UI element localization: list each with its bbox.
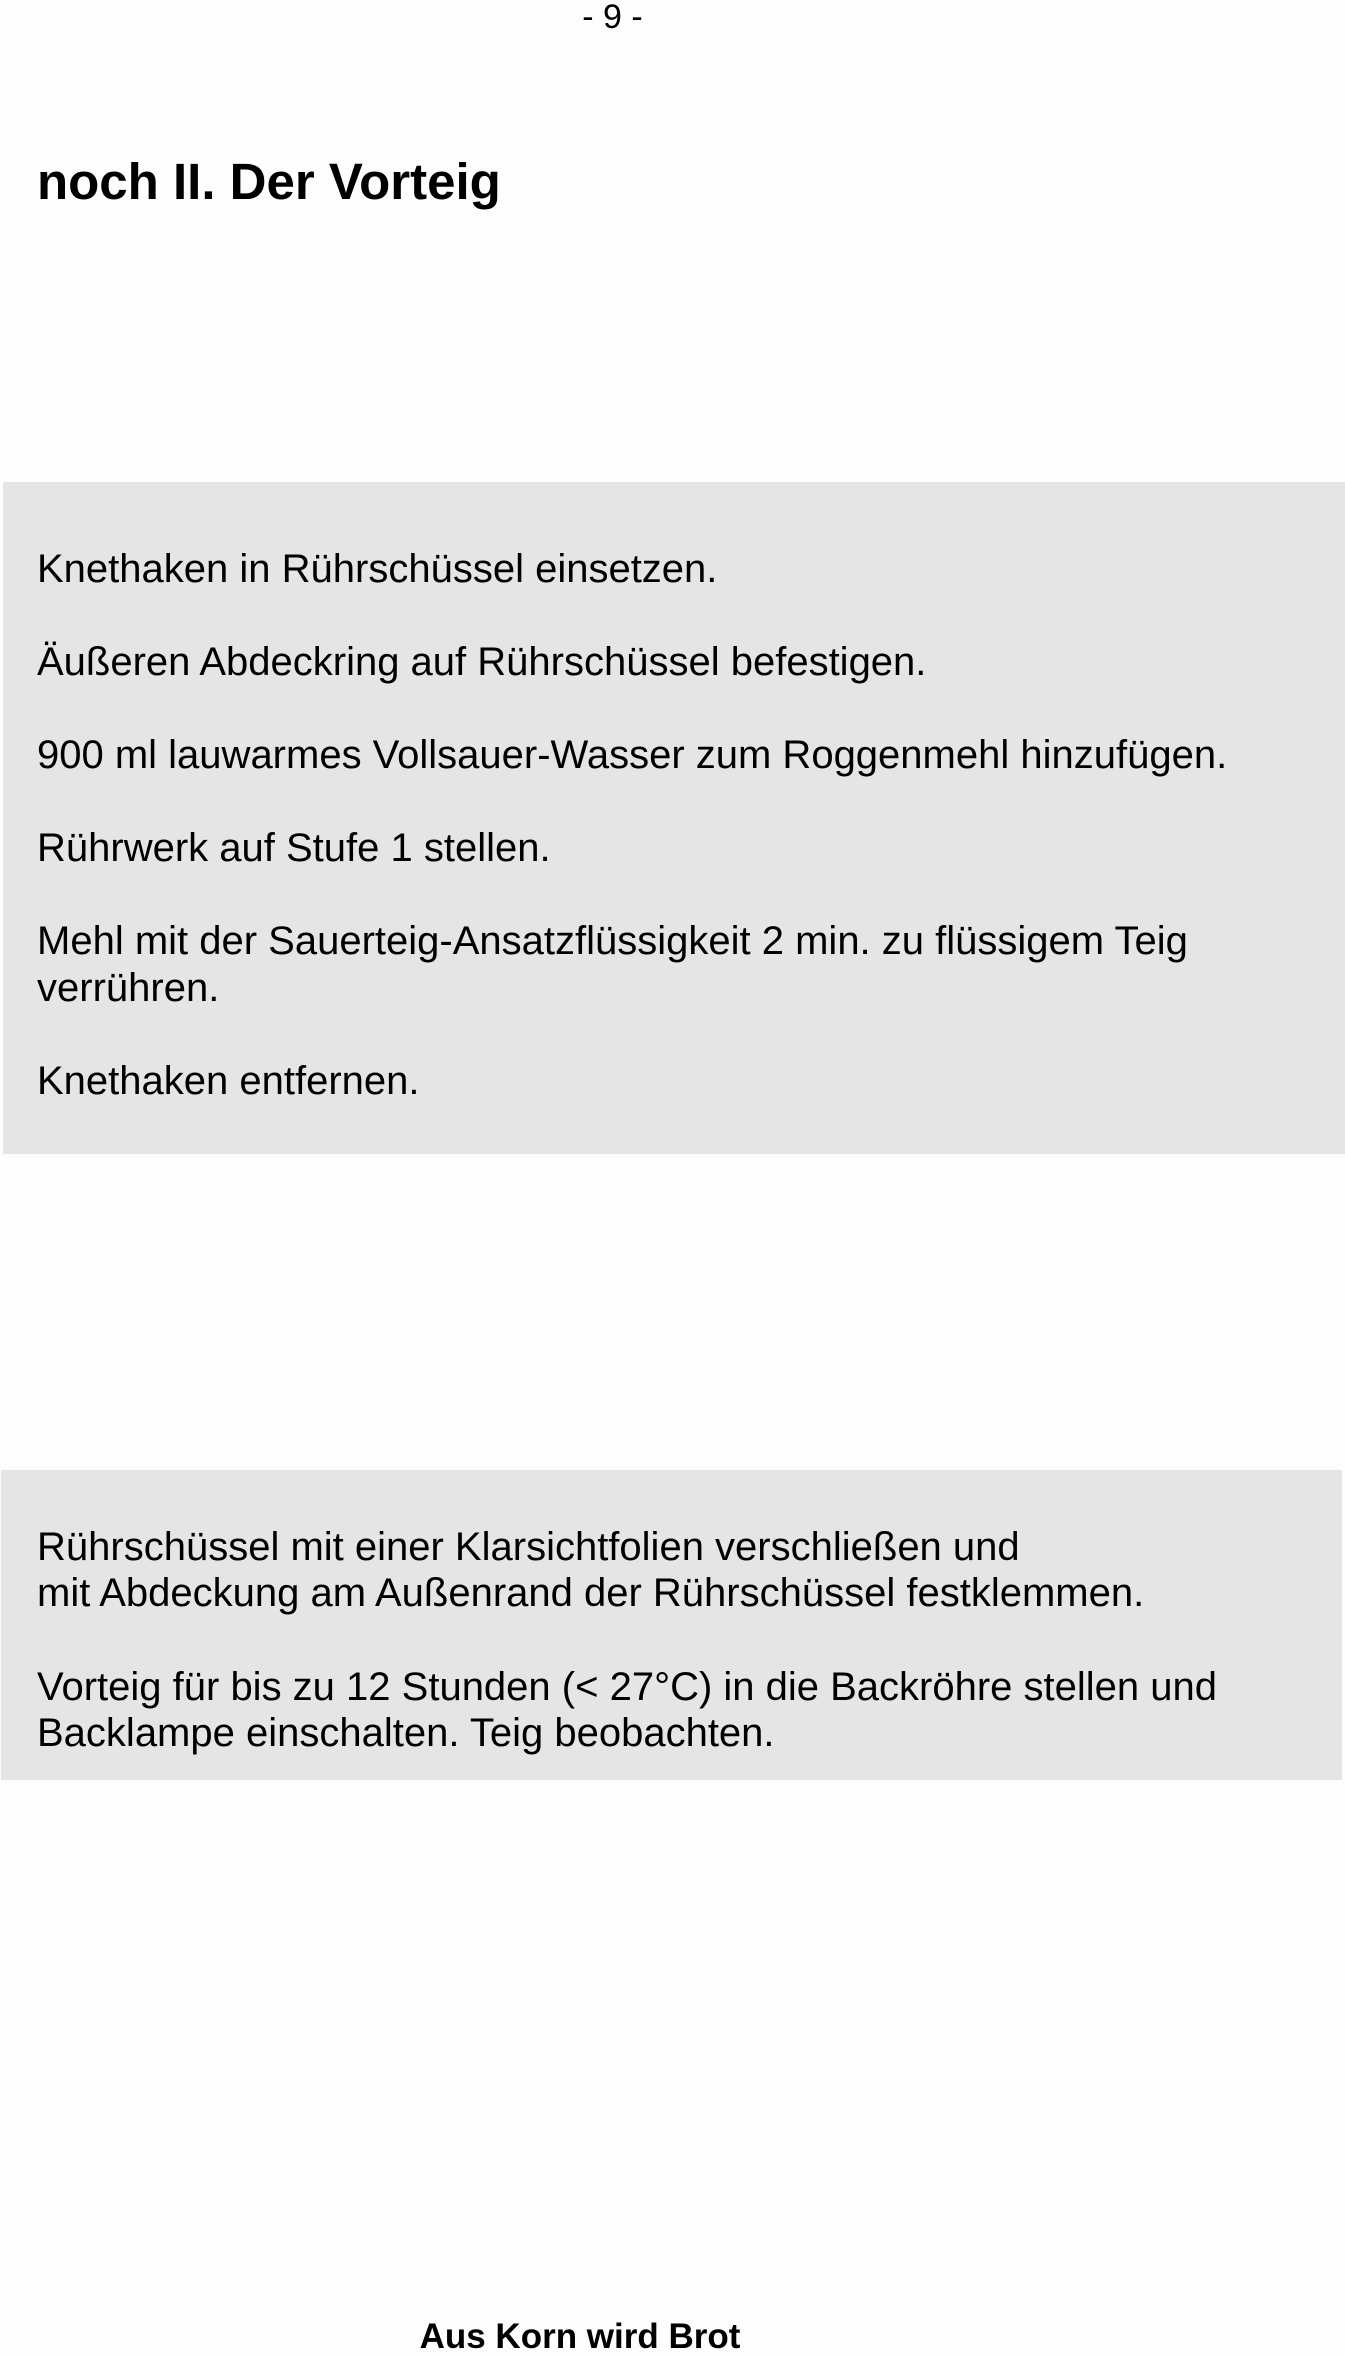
instruction-step-continued: mit Abdeckung am Außenrand der Rührschüssel festklemmen. [37,1571,1145,1615]
instruction-step: Mehl mit der Sauerteig-Ansatzflüssigkeit 2 min. zu flüssigem Teig [37,919,1188,963]
instruction-step-continued: verrühren. [37,966,220,1010]
instruction-step: Rührwerk auf Stufe 1 stellen. [37,826,551,870]
instruction-step: Knethaken entfernen. [37,1059,420,1103]
instruction-step: Knethaken in Rührschüssel einsetzen. [37,547,718,591]
instruction-step: 900 ml lauwarmes Vollsauer-Wasser zum Roggenmehl hinzufügen. [37,733,1228,777]
instruction-step: Rührschüssel mit einer Klarsichtfolien verschließen und [37,1525,1020,1569]
section-heading: noch II. Der Vorteig [37,153,501,210]
instruction-step: Vorteig für bis zu 12 Stunden (< 27°C) in die Backröhre stellen und [37,1665,1218,1709]
instruction-step-continued: Backlampe einschalten. Teig beobachten. [37,1711,775,1755]
page-number: - 9 - [582,0,643,36]
instruction-step: Äußeren Abdeckring auf Rührschüssel befestigen. [37,640,927,684]
footer-title: Aus Korn wird Brot [419,2317,741,2356]
